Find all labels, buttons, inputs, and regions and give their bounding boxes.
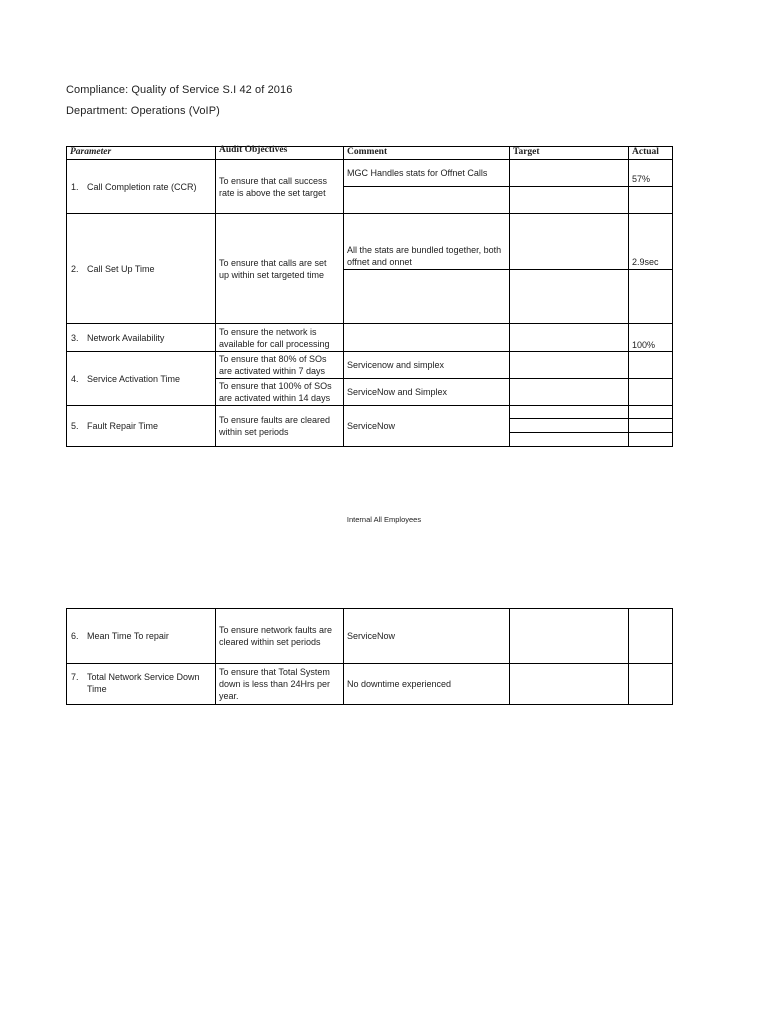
col-header-parameter: Parameter <box>70 147 112 157</box>
row-number: 1. <box>71 181 79 192</box>
table-row-3-parameter <box>66 324 215 351</box>
col-header-target: Target <box>513 147 540 157</box>
classification-footer: Internal All Employees <box>346 515 422 524</box>
table-row-5-objective: To ensure faults are cleared within set periods <box>219 415 331 437</box>
table-row-4a-comment: Servicenow and simplex <box>347 360 445 370</box>
col-header-audit-objectives: Audit Objectives <box>219 145 288 155</box>
table-row-1-objective: To ensure that call success rate is above the set target <box>219 175 328 198</box>
table-row-5-parameter <box>66 406 215 446</box>
parameter-label: Service Activation Time <box>87 373 181 384</box>
row-number: 3. <box>71 332 79 343</box>
table-row-1-parameter <box>66 160 215 213</box>
table-row-6-objective: To ensure network faults are cleared within set periods <box>219 625 333 647</box>
table-row-2-parameter <box>66 214 215 323</box>
table-row-2-objective: To ensure that calls are set up within set targeted time <box>219 257 327 280</box>
department-title: Department: Operations (VoIP) <box>66 105 220 117</box>
table-row-5-comment: ServiceNow <box>347 421 396 431</box>
row-number: 7. <box>71 672 79 682</box>
parameter-label: Mean Time To repair <box>87 631 169 641</box>
row-number: 5. <box>71 421 79 431</box>
table-row-6-comment: ServiceNow <box>347 631 396 641</box>
parameter-label: Fault Repair Time <box>87 421 159 431</box>
table-row-4b-comment: ServiceNow and Simplex <box>347 387 448 397</box>
col-header-actual: Actual <box>632 147 659 157</box>
table-row-7-objective: To ensure that Total System down is less than 24Hrs per year. <box>219 667 331 701</box>
table-row-4-parameter <box>66 352 215 405</box>
table-row-3-actual: 100% <box>632 340 656 350</box>
row-number: 4. <box>71 373 79 384</box>
table-row-7-comment: No downtime experienced <box>347 679 452 689</box>
table-row-2-comment: All the stats are bundled together, both offnet and onnet <box>347 245 502 267</box>
parameter-label: Call Set Up Time <box>87 263 155 274</box>
parameter-label: Call Completion rate (CCR) <box>87 181 197 192</box>
table-row-1-comment: MGC Handles stats for Offnet Calls <box>347 168 488 178</box>
table-row-2-actual: 2.9sec <box>632 257 659 267</box>
parameter-label: Total Network Service Down Time <box>87 672 200 694</box>
table-row-4b-objective: To ensure that 100% of SOs are activated within 14 days <box>219 381 332 403</box>
table-row-1-actual: 57% <box>632 174 651 184</box>
table-row-7-parameter <box>66 664 215 704</box>
parameter-label: Network Availability <box>87 332 165 343</box>
compliance-title: Compliance: Quality of Service S.I 42 of 2016 <box>66 84 293 96</box>
row-number: 6. <box>71 631 79 641</box>
table-row-6-parameter <box>66 609 215 663</box>
col-header-comment: Comment <box>347 147 388 157</box>
table-row-4a-objective: To ensure that 80% of SOs are activated within 7 days <box>219 354 327 376</box>
row-number: 2. <box>71 263 79 274</box>
table-row-3-objective: To ensure the network is available for call processing <box>219 326 330 349</box>
